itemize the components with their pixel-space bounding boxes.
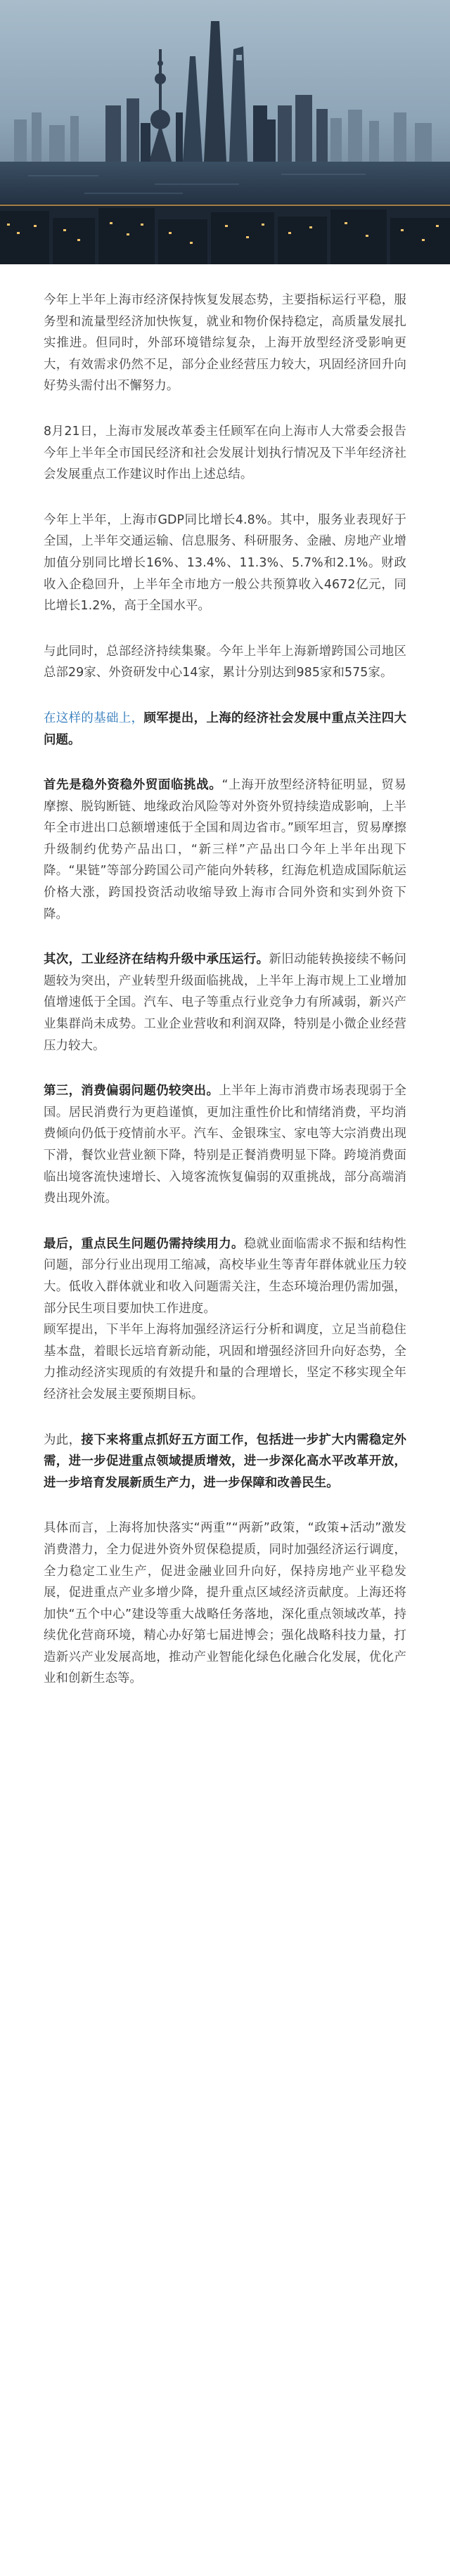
paragraph-intro: 今年上半年上海市经济保持恢复发展态势，主要指标运行平稳，服务型和流量型经济加快恢复，就业和物价保持稳定，高质量发展扎实推进。但同时，外部环境错综复杂，上海开放型经济受影响更大，有效需求仍然不足，部分企业经营压力较大，巩固经济回升向好势头需付出不懈努力。 [44,293,406,394]
paragraph-headquarters: 与此同时，总部经济持续集聚。今年上半年上海新增跨国公司地区总部29家、外资研发中心14家，累计分别达到985家和575家。 [44,644,406,680]
livelihood-text-continued: 顾军提出，下半年上海将加强经济运行分析和调度，立足当前稳住基本盘，着眼长远培育新动能，巩固和增强经济回升向好态势，全力推动经济实现质的有效提升和量的合理增长，坚定不移实现全年经济社会发展主要预期目标。 [44,1323,406,1402]
industry-heading: 其次，工业经济在结构升级中承压运行。 [44,952,269,967]
livelihood-heading: 最后，重点民生问题仍需持续用力。 [44,1236,244,1251]
paragraph-consumption [30,1080,420,1210]
shanghai-skyline-illustration [0,0,450,264]
paragraph-gdp: 今年上半年，上海市GDP同比增长4.8%。其中，服务业表现好于全国，上半年交通运输、信息服务、科研服务、金融、房地产业增加值分别同比增长16%、13.4%、11.3%、5.7%和2.1%。财政收入企稳回升，上半年全市地方一般公共预算收入4672亿元，同比增长1.2%，高于全国水平。 [44,512,406,614]
four-issues-lead: 在这样的基础上， [44,711,144,725]
five-tasks-highlight: 接下来将重点抓好五方面工作，包括进一步扩大内需稳定外需，进一步促进重点领域提质增效，进一步深化高水平改革开放，进一步培育发展新质生产力，进一步保障和改善民生。 [44,1432,406,1490]
industry-text: 新旧动能转换接续不畅问题较为突出，产业转型升级面临挑战，上半年上海市规上工业增加值增速低于全国。汽车、电子等重点行业竞争力有所减弱，新兴产业集群尚未成势。工业企业营收和利润双降，特别是小微企业经营压力较大。 [44,952,406,1053]
paragraph-five-tasks [30,1430,420,1494]
paragraph-measures: 具体而言，上海将加快落实“两重”“两新”政策，“政策+活动”激发消费潜力，全力促进外资外贸保稳提质，同时加强经济运行调度，全力稳定工业生产，促进金融业回升向好，保持房地产业平稳发展，促进重点产业多增少降，提升重点区域经济贡献度。上海还将加快“五个中心”建设等重大战略任务落地，深化重点领域改革，持续优化营商环境，精心办好第七届进博会；强化战略科技力量，打造新兴产业发展高地，推动产业智能化绿色化融合化发展，优化产业和创新生态等。 [44,1521,406,1686]
livelihood-text: 稳就业面临需求不振和结构性问题，部分行业出现用工缩减，高校毕业生等青年群体就业压力较大。低收入群体就业和收入问题需关注，生态环境治理仍需加强，部分民生项目要加快工作进度。 [44,1236,406,1316]
four-issues-highlight: 顾军提出，上海的经济社会发展中重点关注四大问题。 [44,711,406,747]
hero-cityscape-image [0,0,450,264]
consumption-text: 上半年上海市消费市场表现弱于全国。居民消费行为更趋谨慎，更加注重性价比和情绪消费，平均消费倾向仍低于疫情前水平。汽车、金银珠宝、家电等大宗消费出现下滑，餐饮业营业额下降，特别是正餐消费明显下降。跨境消费面临出境客流快速增长、入境客流恢复偏弱的双重挑战，部分高端消费出现外流。 [44,1084,406,1206]
foreign-trade-text: “上海开放型经济特征明显，贸易摩擦、脱钩断链、地缘政治风险等对外资外贸持续造成影响，上半年全市进出口总额增速低于全国和周边省市。”顾军坦言，贸易摩擦升级制约优势产品出口，“新三样”产品出口今年上半年出现下降。“果链”等部分跨国公司产能向外转移，红海危机造成国际航运价格大涨，跨国投资活动收缩导致上海市合同外资和实到外资下降。 [44,778,407,921]
five-tasks-lead: 为此， [44,1432,82,1447]
foreign-trade-heading: 首先是稳外资稳外贸面临挑战。 [44,778,222,793]
paragraph-livelihood [30,1234,420,1406]
consumption-heading: 第三，消费偏弱问题仍较突出。 [44,1084,219,1099]
article-body [0,264,450,1690]
paragraph-industry [30,949,420,1056]
paragraph-four-issues [30,708,420,751]
paragraph-foreign-trade [30,775,420,925]
paragraph-report-date: 8月21日，上海市发展改革委主任顾军在向上海市人大常委会报告今年上半年全市国民经济和社会发展计划执行情况及下半年经济社会发展重点工作建议时作出上述总结。 [44,424,406,482]
